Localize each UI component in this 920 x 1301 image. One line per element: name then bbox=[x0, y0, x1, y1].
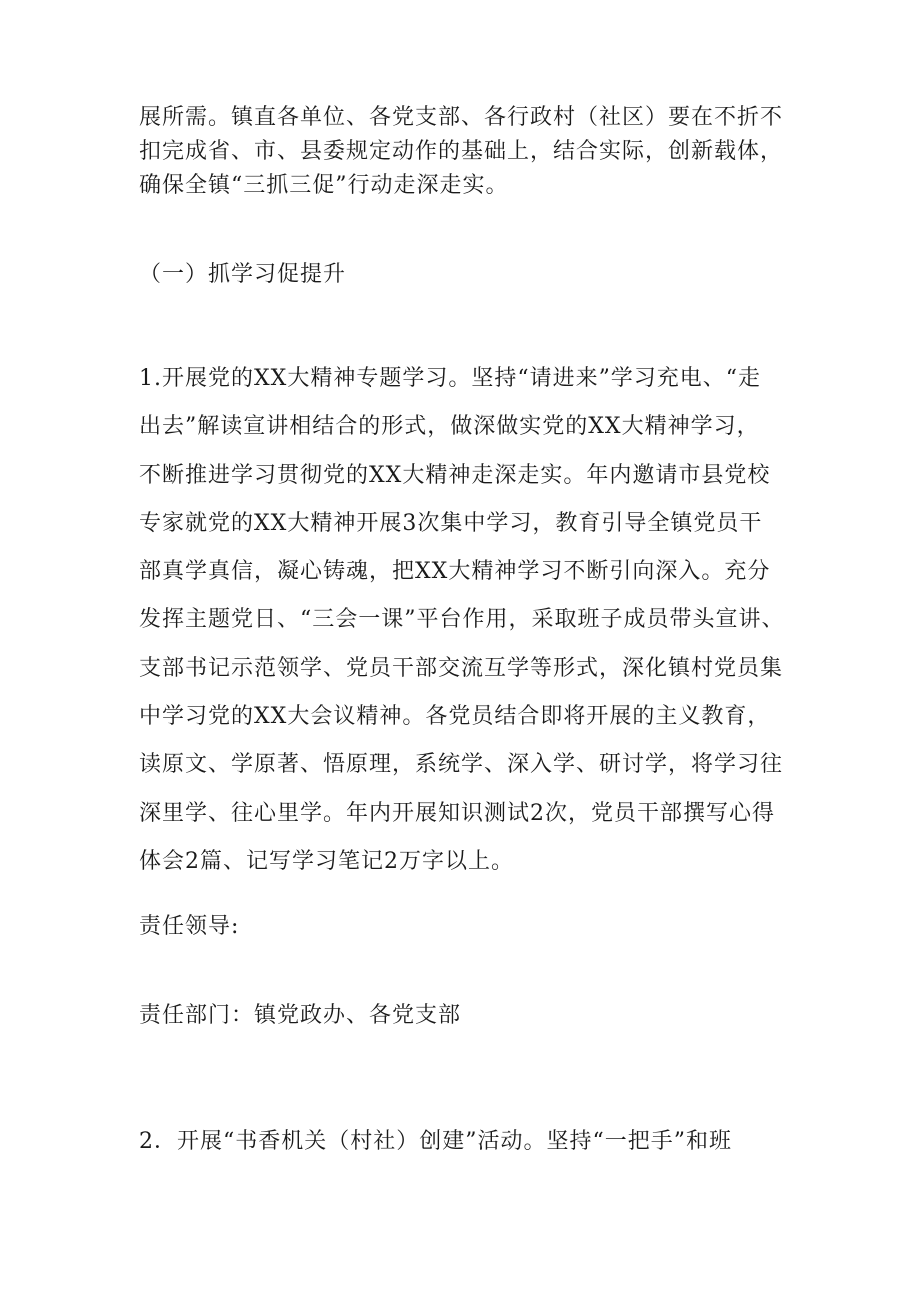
section-heading: （一）抓学习促提升 bbox=[139, 262, 347, 287]
intro-paragraph bbox=[139, 101, 787, 203]
item-1-line-9: 读原文、学原著、悟原理，系统学、深入学、研讨学，将学习往 bbox=[139, 752, 784, 778]
item-1-line-7: 支部书记示范领学、党员干部交流互学等形式，深化镇村党员集 bbox=[139, 655, 784, 681]
item-1-line-6: 发挥主题党日、“三会一课”平台作用，采取班子成员带头宣讲、 bbox=[139, 607, 785, 633]
item-2-first-line: 2．开展“书香机关（村社）创建”活动。坚持“一把手”和班 bbox=[139, 1129, 732, 1154]
item-1-line-1: 1.开展党的XX大精神专题学习。坚持“请进来”学习充电、“走 bbox=[139, 366, 762, 391]
item-1-line-2: 出去”解读宣讲相结合的形式，做深做实党的XX大精神学习， bbox=[139, 414, 760, 440]
intro-line-3: 确保全镇“三抓三促”行动走深走实。 bbox=[139, 173, 509, 198]
responsible-department: 责任部门：镇党政办、各党支部 bbox=[139, 1003, 462, 1028]
item-1-paragraph bbox=[139, 355, 787, 886]
item-1-line-10: 深里学、往心里学。年内开展知识测试2次，党员干部撰写心得 bbox=[139, 800, 775, 826]
item-1-line-8: 中学习党的XX大会议精神。各党员结合即将开展的主义教育， bbox=[139, 704, 771, 730]
item-1-line-4: 专家就党的XX大精神开展3次集中学习，教育引导全镇党员干 bbox=[139, 510, 763, 536]
item-1-line-5: 部真学真信，凝心铸魂，把XX大精神学习不断引向深入。充分 bbox=[139, 559, 771, 585]
intro-line-2: 扣完成省、市、县委规定动作的基础上，结合实际，创新载体， bbox=[139, 139, 784, 164]
item-1-line-3: 不断推进学习贯彻党的XX大精神走深走实。年内邀请市县党校 bbox=[139, 462, 771, 488]
intro-line-1: 展所需。镇直各单位、各党支部、各行政村（社区）要在不折不 bbox=[139, 105, 784, 130]
item-1-line-11: 体会2篇、记写学习笔记2万字以上。 bbox=[139, 848, 514, 874]
responsible-leader: 责任领导: bbox=[139, 914, 240, 939]
